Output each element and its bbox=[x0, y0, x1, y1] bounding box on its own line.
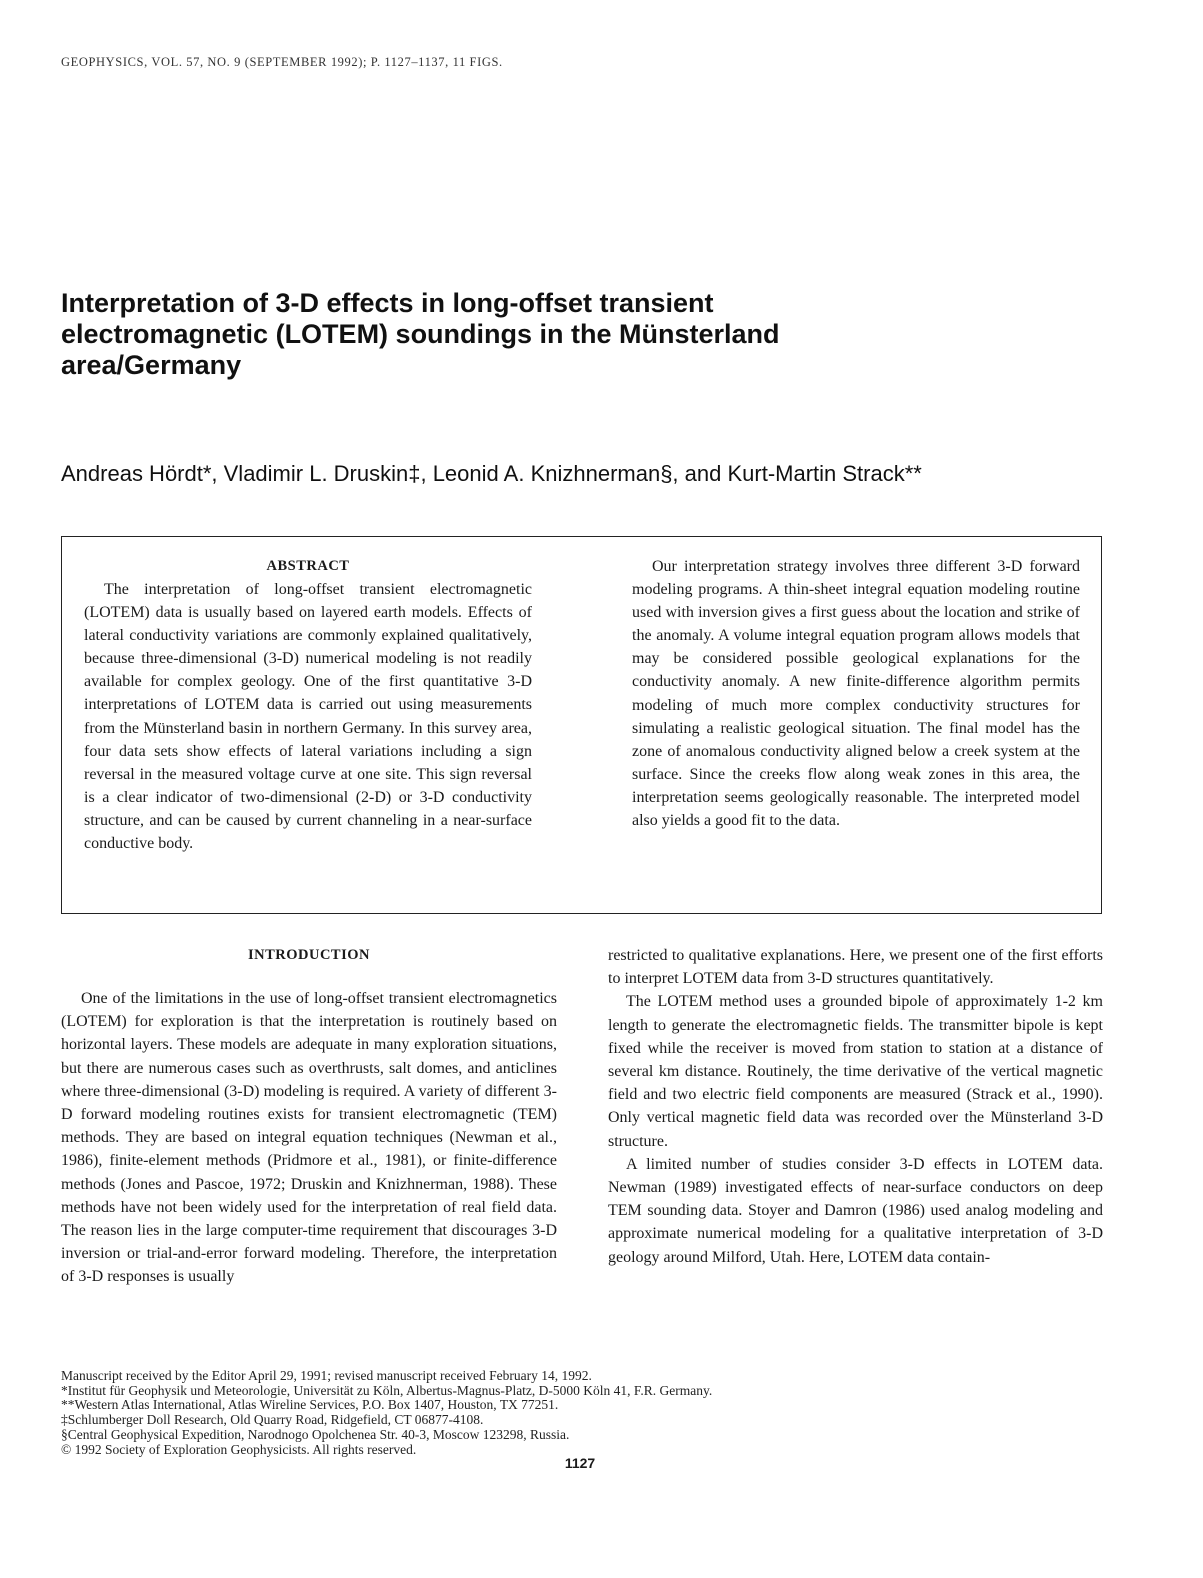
abstract-heading: ABSTRACT bbox=[266, 558, 350, 574]
body-paragraph: restricted to qualitative explanations. Here, we present one of the first efforts to interpret LOTEM data from 3-D structures quantitatively. bbox=[608, 947, 1103, 988]
body-paragraph: The LOTEM method uses a grounded bipole of approximately 1-2 km length to generate the electromagnetic fields. The transmitter bipole is kept fixed while the receiver is moved from station to station at a distance of several km distance. Routinely, the time derivative of the vertical magnetic field and two electric field components are measured (Strack et al., 1990). Only vertical magnetic field data was recorded over the Münsterland 3-D structure. bbox=[608, 993, 1103, 1150]
footnote-affiliation: *Institut für Geophysik und Meteorologie, Universität zu Köln, Albertus-Magnus-Platz, D-5000 Köln 41, F.R. Germany. bbox=[61, 1382, 713, 1398]
abstract-paragraph: The interpretation of long-offset transient electromagnetic (LOTEM) data is usually based on layered earth models. Effects of lateral conductivity variations are commonly explained qualitatively, because three-dimensional (3-D) numerical modeling is not readily available for complex geology. One of the first quantitative 3-D interpretations of LOTEM data is carried out using measurements from the Münsterland basin in northern Germany. In this survey area, four data sets show effects of lateral variations including a sign reversal in the measured voltage curve at one site. This sign reversal is a clear indicator of two-dimensional (2-D) or 3-D conductivity structure, and can be caused by current channeling in a near-surface conductive body. bbox=[84, 581, 532, 853]
footnote-copyright: © 1992 Society of Exploration Geophysicists. All rights reserved. bbox=[61, 1441, 417, 1457]
footnotes bbox=[61, 1369, 1121, 1457]
body-column-right bbox=[608, 944, 1103, 1269]
footnote-affiliation: **Western Atlas International, Atlas Wireline Services, P.O. Box 1407, Houston, TX 77251. bbox=[61, 1397, 559, 1413]
page-number: 1127 bbox=[564, 1455, 596, 1471]
abstract-paragraph: Our interpretation strategy involves three different 3-D forward modeling programs. A thin-sheet integral equation modeling routine used with inversion gives a first guess about the location and strike of the anomaly. A volume integral equation program allows models that may be considered possible geological explanations for the conductivity anomaly. A new finite-difference algorithm permits modeling of much more complex conductivity structures for simulating a realistic geological situation. The final model has the zone of anomalous conductivity aligned below a creek system at the surface. Since the creeks flow along weak zones in this area, the interpretation seems geologically reasonable. The interpreted model also yields a good fit to the data. bbox=[632, 558, 1080, 830]
body-column-left bbox=[61, 944, 557, 1289]
abstract-column-left bbox=[84, 555, 532, 855]
body-paragraph: A limited number of studies consider 3-D effects in LOTEM data. Newman (1989) investigated effects of near-surface conductors on deep TEM sounding data. Stoyer and Damron (1986) used analog modeling and approximate numerical modeling for a qualitative interpretation of 3-D geology around Milford, Utah. Here, LOTEM data contain- bbox=[608, 1155, 1103, 1266]
journal-header: GEOPHYSICS, VOL. 57, NO. 9 (SEPTEMBER 1992); P. 1127–1137, 11 FIGS. bbox=[61, 55, 503, 69]
paper-title: Interpretation of 3-D effects in long-offset transient electromagnetic (LOTEM) soundings in the Münsterland area/Germany bbox=[61, 288, 780, 380]
introduction-heading: INTRODUCTION bbox=[247, 947, 370, 963]
abstract-column-right bbox=[632, 555, 1080, 832]
footnote-affiliation: §Central Geophysical Expedition, Narodnogo Opolchenea Str. 40-3, Moscow 123298, Russia. bbox=[61, 1426, 570, 1442]
body-paragraph: One of the limitations in the use of long-offset transient electromagnetics (LOTEM) for exploration is that the interpretation is routinely based on horizontal layers. These models are adequate in many exploration situations, but there are numerous cases such as overthrusts, salt domes, and anticlines where three-dimensional (3-D) modeling is required. A variety of different 3-D forward modeling routines exists for transient electromagnetic (TEM) methods. They are based on integral equation techniques (Newman et al., 1986), finite-element methods (Pridmore et al., 1981), or finite-difference methods (Jones and Pascoe, 1972; Druskin and Knizhnerman, 1988). These methods have not been widely used for the interpretation of real field data. The reason lies in the large computer-time requirement that discourages 3-D inversion or trial-and-error forward modeling. Therefore, the interpretation of 3-D responses is usually bbox=[61, 990, 557, 1286]
footnote-manuscript: Manuscript received by the Editor April 29, 1991; revised manuscript received February 14, 1992. bbox=[61, 1368, 592, 1383]
author-list: Andreas Hördt*, Vladimir L. Druskin‡, Leonid A. Knizhnerman§, and Kurt-Martin Strack** bbox=[61, 461, 922, 486]
footnote-affiliation: ‡Schlumberger Doll Research, Old Quarry Road, Ridgefield, CT 06877-4108. bbox=[61, 1412, 484, 1428]
